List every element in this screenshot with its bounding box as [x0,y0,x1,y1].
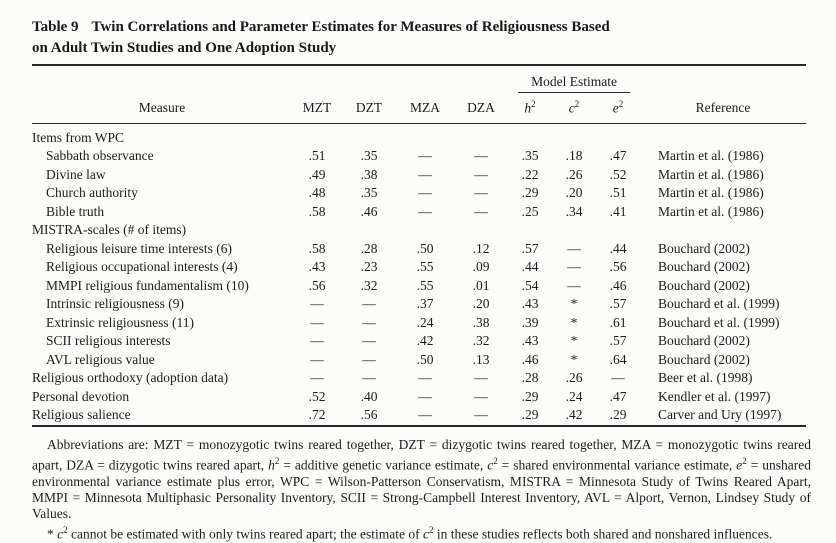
data-table [32,64,806,427]
h2-cell: .28 [508,369,552,388]
table-block [32,0,806,543]
mzt-cell: — [292,295,342,314]
mzt-cell [292,123,342,147]
caption-line-2: on Adult Twin Studies and One Adoption Study [32,38,806,59]
e2-cell: .57 [596,332,640,351]
mzt-cell: .52 [292,388,342,407]
dzt-cell: .35 [342,184,396,203]
h2-cell: .25 [508,203,552,222]
mza-cell: — [396,147,454,166]
mza-cell: .50 [396,240,454,259]
table-row [32,369,806,388]
h2-cell: .54 [508,277,552,296]
e2-cell: .29 [596,406,640,426]
table-row [32,258,806,277]
abbreviations-note: Abbreviations are: MZT = monozygotic twins reared together, DZT = dizygotic twins reared together, MZA = monozygotic twins reared apart, DZA = dizygotic twins reared apart, $h^2$ = additive genetic variance estimate, $c^2$ = shared environmental variance estimate, $e^2$ = unshared environmental variance estimate plus error, WPC = Wilson-Patterson Conservatism, MISTRA = Minnesota Study of Twins Reared Apart, MMPI = Minnesota Multiphasic Personality Inventory, SCII = Strong-Campbell Interest Inventory, AVL = Alport, Vernon, Lindsey Study of Values. [32,437,811,523]
e2-cell: .57 [596,295,640,314]
h2-cell: .57 [508,240,552,259]
mzt-cell: — [292,332,342,351]
table-row [32,314,806,333]
mza-cell: — [396,166,454,185]
e2-cell: .64 [596,351,640,370]
dza-cell [454,123,508,147]
dza-cell: .12 [454,240,508,259]
h2-cell: .29 [508,184,552,203]
table-row [32,406,806,426]
col-header-dza: DZA [454,93,508,123]
measure-cell: Sabbath observance [32,147,292,166]
e2-cell: — [596,369,640,388]
dza-cell: .32 [454,332,508,351]
section-header-row [32,221,806,240]
dza-cell: — [454,406,508,426]
measure-cell: Divine law [32,166,292,185]
dzt-cell: .56 [342,406,396,426]
col-header-mza: MZA [396,93,454,123]
c2-cell [552,221,596,240]
e2-cell: .56 [596,258,640,277]
mzt-cell: .58 [292,203,342,222]
dza-cell: .01 [454,277,508,296]
mzt-cell: .48 [292,184,342,203]
mzt-cell: .49 [292,166,342,185]
mza-cell: — [396,184,454,203]
spanner-spacer-left [32,65,508,93]
mzt-cell: .56 [292,277,342,296]
c2-cell: * [552,314,596,333]
c2-cell: — [552,240,596,259]
mza-cell: .42 [396,332,454,351]
measure-cell: Bible truth [32,203,292,222]
h2-cell: .35 [508,147,552,166]
dzt-cell: — [342,332,396,351]
c2-cell: * [552,332,596,351]
spanner-spacer-right [640,65,806,93]
measure-cell: Religious salience [32,406,292,426]
measure-cell: MISTRA-scales (# of items) [32,221,292,240]
dzt-cell: .40 [342,388,396,407]
dzt-cell: — [342,295,396,314]
measure-cell: MMPI religious fundamentalism (10) [32,277,292,296]
e2-cell: .41 [596,203,640,222]
table-caption [32,0,806,59]
dzt-cell: .35 [342,147,396,166]
c2-cell: .42 [552,406,596,426]
table-row [32,203,806,222]
table-title-line1: Twin Correlations and Parameter Estimates for Measures of Religiousness Based [92,19,610,35]
measure-cell: Religious leisure time interests (6) [32,240,292,259]
reference-cell: Martin et al. (1986) [640,203,806,222]
mzt-cell: .43 [292,258,342,277]
model-estimate-label: Model Estimate [518,74,630,93]
dzt-cell [342,221,396,240]
h2-cell: .29 [508,388,552,407]
dza-cell: — [454,369,508,388]
dzt-cell: .38 [342,166,396,185]
dzt-cell [342,123,396,147]
e2-cell: .61 [596,314,640,333]
section-header-row [32,123,806,147]
asterisk-note: * $c^2$ cannot be estimated with only twins reared apart; the estimate of $c^2$ in these studies reflects both shared and nonshared influences. [32,522,811,543]
measure-cell: AVL religious value [32,351,292,370]
reference-cell: Bouchard (2002) [640,277,806,296]
dzt-cell: .23 [342,258,396,277]
mza-cell: — [396,369,454,388]
mzt-cell: — [292,369,342,388]
dza-cell: .09 [454,258,508,277]
dza-cell: — [454,147,508,166]
h2-cell: .39 [508,314,552,333]
measure-cell: Religious occupational interests (4) [32,258,292,277]
mza-cell: .24 [396,314,454,333]
dzt-cell: .46 [342,203,396,222]
reference-cell: Martin et al. (1986) [640,166,806,185]
measure-cell: Church authority [32,184,292,203]
reference-cell: Beer et al. (1998) [640,369,806,388]
table-row [32,184,806,203]
h2-cell: .43 [508,332,552,351]
c2-cell: .20 [552,184,596,203]
h2-cell: .43 [508,295,552,314]
table-body [32,123,806,426]
col-header-reference: Reference [640,93,806,123]
h2-cell [508,123,552,147]
e2-cell: .47 [596,147,640,166]
measure-cell: Items from WPC [32,123,292,147]
mza-cell: .37 [396,295,454,314]
c2-cell: .34 [552,203,596,222]
dza-cell: .13 [454,351,508,370]
reference-cell [640,221,806,240]
reference-cell: Carver and Ury (1997) [640,406,806,426]
e2-cell [596,123,640,147]
h2-cell: .29 [508,406,552,426]
dzt-cell: — [342,351,396,370]
c2-cell: — [552,277,596,296]
table-row [32,351,806,370]
col-header-measure: Measure [32,93,292,123]
mza-cell: — [396,203,454,222]
table-row [32,332,806,351]
measure-cell: SCII religious interests [32,332,292,351]
mzt-cell: .58 [292,240,342,259]
mza-cell [396,123,454,147]
col-header-h2: $h^2$ [508,93,552,123]
dzt-cell: — [342,314,396,333]
table-number: Table 9 [32,19,79,35]
dzt-cell: .32 [342,277,396,296]
dzt-cell: — [342,369,396,388]
e2-cell: .47 [596,388,640,407]
caption-line-1 [32,17,806,38]
col-header-e2: $e^2$ [596,93,640,123]
reference-cell: Martin et al. (1986) [640,184,806,203]
measure-cell: Personal devotion [32,388,292,407]
model-estimate-spanner [508,65,640,93]
reference-cell: Bouchard (2002) [640,351,806,370]
c2-cell [552,123,596,147]
table-row [32,147,806,166]
col-header-c2: $c^2$ [552,93,596,123]
mzt-cell: .51 [292,147,342,166]
reference-cell: Bouchard (2002) [640,258,806,277]
c2-cell: * [552,351,596,370]
measure-cell: Extrinsic religiousness (11) [32,314,292,333]
c2-cell: .18 [552,147,596,166]
mza-cell: — [396,388,454,407]
dzt-cell: .28 [342,240,396,259]
dza-cell: — [454,388,508,407]
mza-cell: .55 [396,258,454,277]
c2-cell: .26 [552,369,596,388]
table-row [32,277,806,296]
dza-cell: .38 [454,314,508,333]
c2-cell: .24 [552,388,596,407]
h2-cell: .44 [508,258,552,277]
c2-cell: .26 [552,166,596,185]
spanner-row [32,65,806,93]
h2-cell [508,221,552,240]
column-header-row [32,93,806,123]
dza-cell: — [454,166,508,185]
c2-cell: * [552,295,596,314]
reference-cell: Bouchard et al. (1999) [640,295,806,314]
table-row [32,388,806,407]
mza-cell: .50 [396,351,454,370]
mza-cell: — [396,406,454,426]
dza-cell: — [454,203,508,222]
e2-cell: .46 [596,277,640,296]
dza-cell: .20 [454,295,508,314]
table-footnotes [32,437,811,543]
e2-cell: .51 [596,184,640,203]
e2-cell [596,221,640,240]
dza-cell: — [454,184,508,203]
e2-cell: .52 [596,166,640,185]
mzt-cell: — [292,351,342,370]
mzt-cell: .72 [292,406,342,426]
e2-cell: .44 [596,240,640,259]
measure-cell: Intrinsic religiousness (9) [32,295,292,314]
reference-cell: Bouchard (2002) [640,240,806,259]
col-header-dzt: DZT [342,93,396,123]
reference-cell: Kendler et al. (1997) [640,388,806,407]
reference-cell [640,123,806,147]
reference-cell: Bouchard (2002) [640,332,806,351]
c2-cell: — [552,258,596,277]
table-row [32,295,806,314]
table-row [32,240,806,259]
reference-cell: Martin et al. (1986) [640,147,806,166]
col-header-mzt: MZT [292,93,342,123]
mza-cell: .55 [396,277,454,296]
h2-cell: .22 [508,166,552,185]
mza-cell [396,221,454,240]
mzt-cell [292,221,342,240]
h2-cell: .46 [508,351,552,370]
measure-cell: Religious orthodoxy (adoption data) [32,369,292,388]
mzt-cell: — [292,314,342,333]
table-row [32,166,806,185]
reference-cell: Bouchard et al. (1999) [640,314,806,333]
dza-cell [454,221,508,240]
